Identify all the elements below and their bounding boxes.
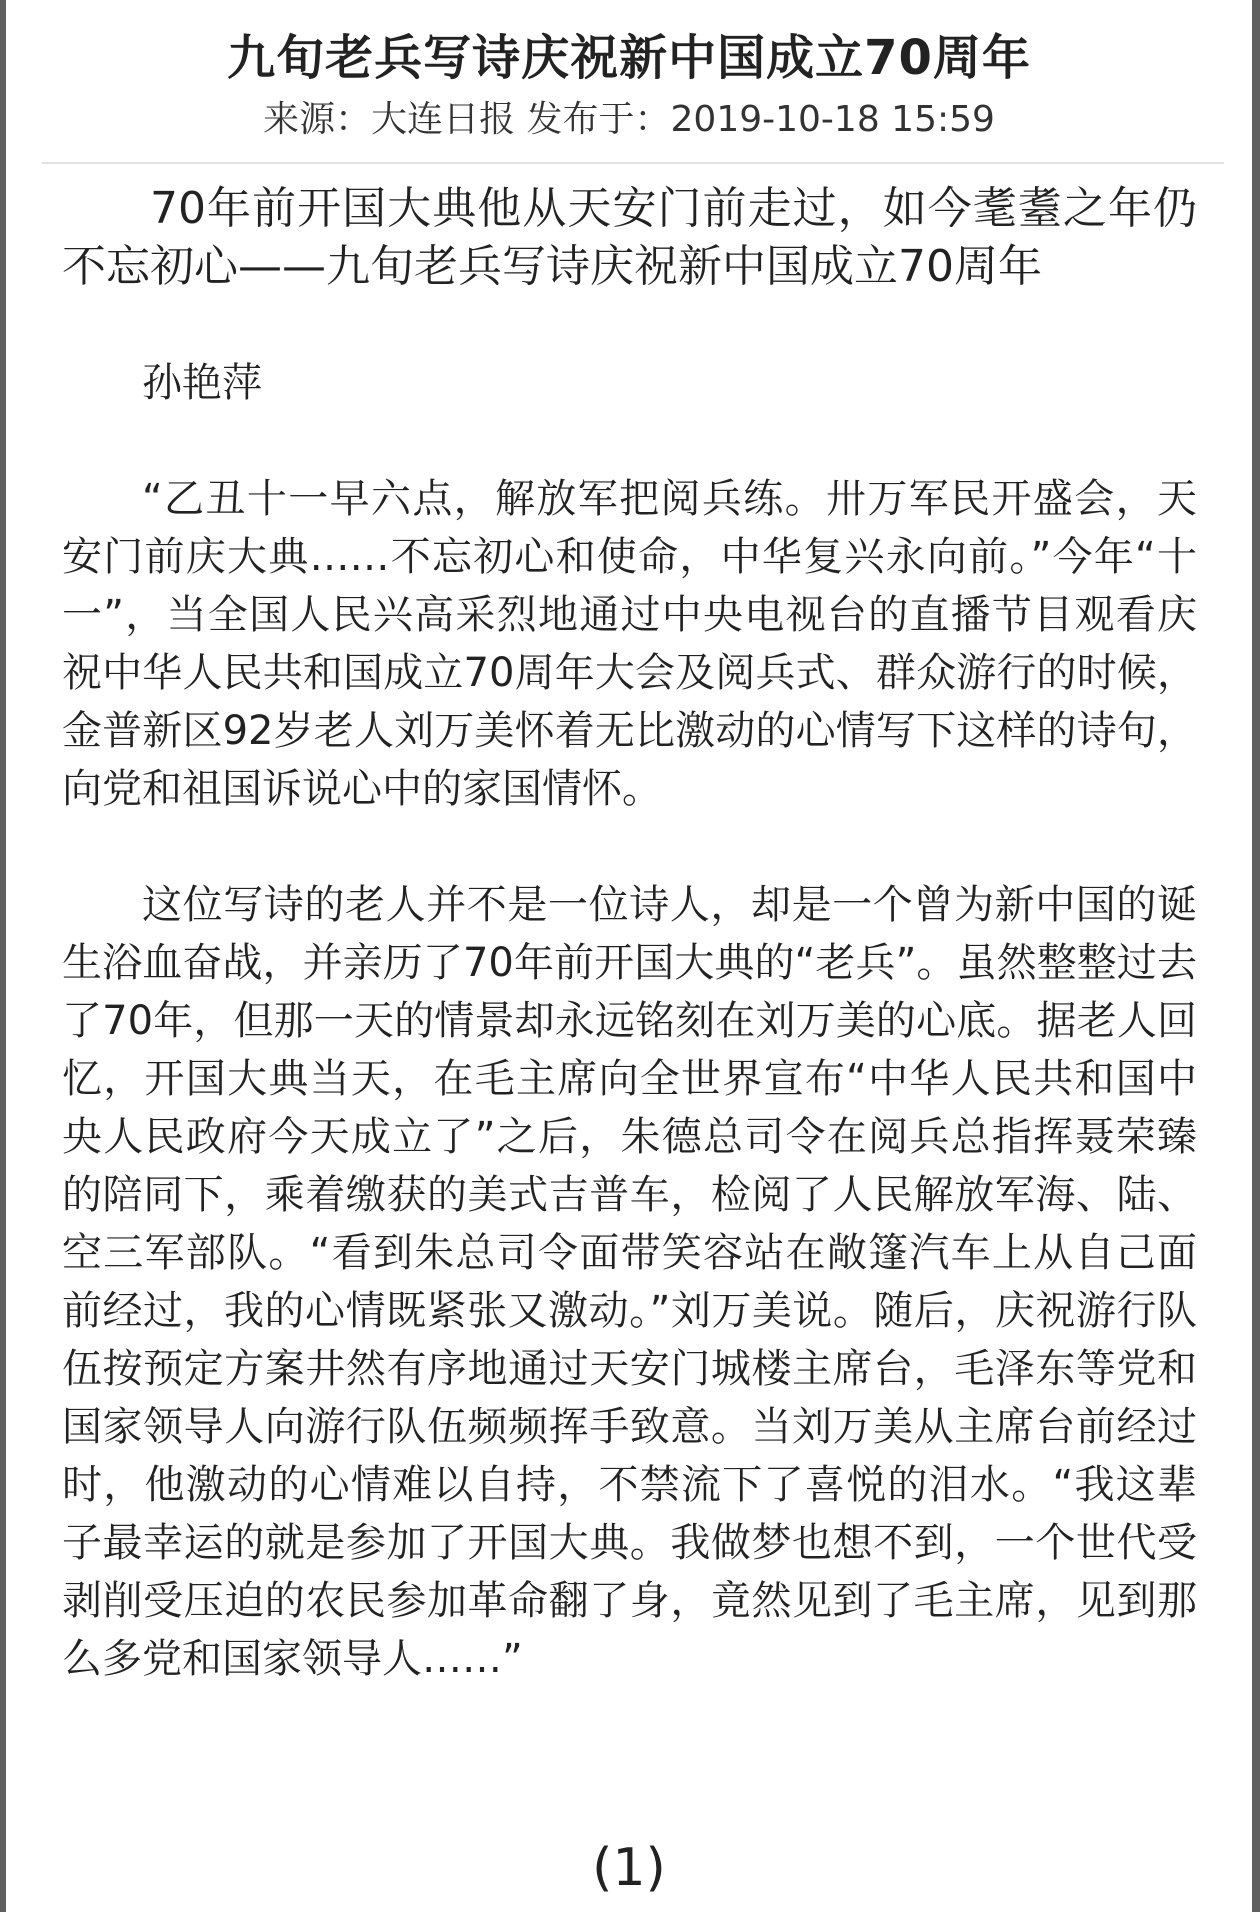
page-number: (1) bbox=[592, 1838, 666, 1898]
article-headline: 70年前开国大典他从天安门前走过，如今耄耋之年仍不忘初心——九旬老兵写诗庆祝新中国成立70周年 bbox=[62, 183, 1197, 292]
article-body bbox=[62, 180, 1197, 1688]
article-author: 孙艳萍 bbox=[142, 360, 262, 406]
article-paragraph-1: “乙丑十一早六点，解放军把阅兵练。卅万军民开盛会，天安门前庆大典……不忘初心和使命，中华复兴永向前。”今年“十一”，当全国人民兴高采烈地通过中央电视台的直播节目观看庆祝中华人民共和国成立70周年大会及阅兵式、群众游行的时候，金普新区92岁老人刘万美怀着无比激动的心情写下这样的诗句，向党和祖国诉说心中的家国情怀。 bbox=[62, 476, 1197, 812]
article-meta: 来源：大连日报 发布于：2019-10-18 15:59 bbox=[263, 99, 995, 140]
article-page bbox=[6, 0, 1252, 1912]
article-paragraph-2: 这位写诗的老人并不是一位诗人，却是一个曾为新中国的诞生浴血奋战，并亲历了70年前开国大典的“老兵”。虽然整整过去了70年，但那一天的情景却永远铭刻在刘万美的心底。据老人回忆，开国大典当天，在毛主席向全世界宣布“中华人民共和国中央人民政府今天成立了”之后，朱德总司令在阅兵总指挥聂荣臻的陪同下，乘着缴获的美式吉普车，检阅了人民解放军海、陆、空三军部队。“看到朱总司令面带笑容站在敞篷汽车上从自己面前经过，我的心情既紧张又激动。”刘万美说。随后，庆祝游行队伍按预定方案井然有序地通过天安门城楼主席台，毛泽东等党和国家领导人向游行队伍频频挥手致意。当刘万美从主席台前经过时，他激动的心情难以自持，不禁流下了喜悦的泪水。“我这辈子最幸运的就是参加了开国大典。我做梦也想不到，一个世代受剥削受压迫的农民参加革命翻了身，竟然见到了毛主席，见到那么多党和国家领导人……” bbox=[62, 882, 1197, 1682]
header-divider bbox=[42, 162, 1224, 164]
article-header bbox=[6, 26, 1252, 144]
article-title: 九旬老兵写诗庆祝新中国成立70周年 bbox=[227, 30, 1031, 86]
